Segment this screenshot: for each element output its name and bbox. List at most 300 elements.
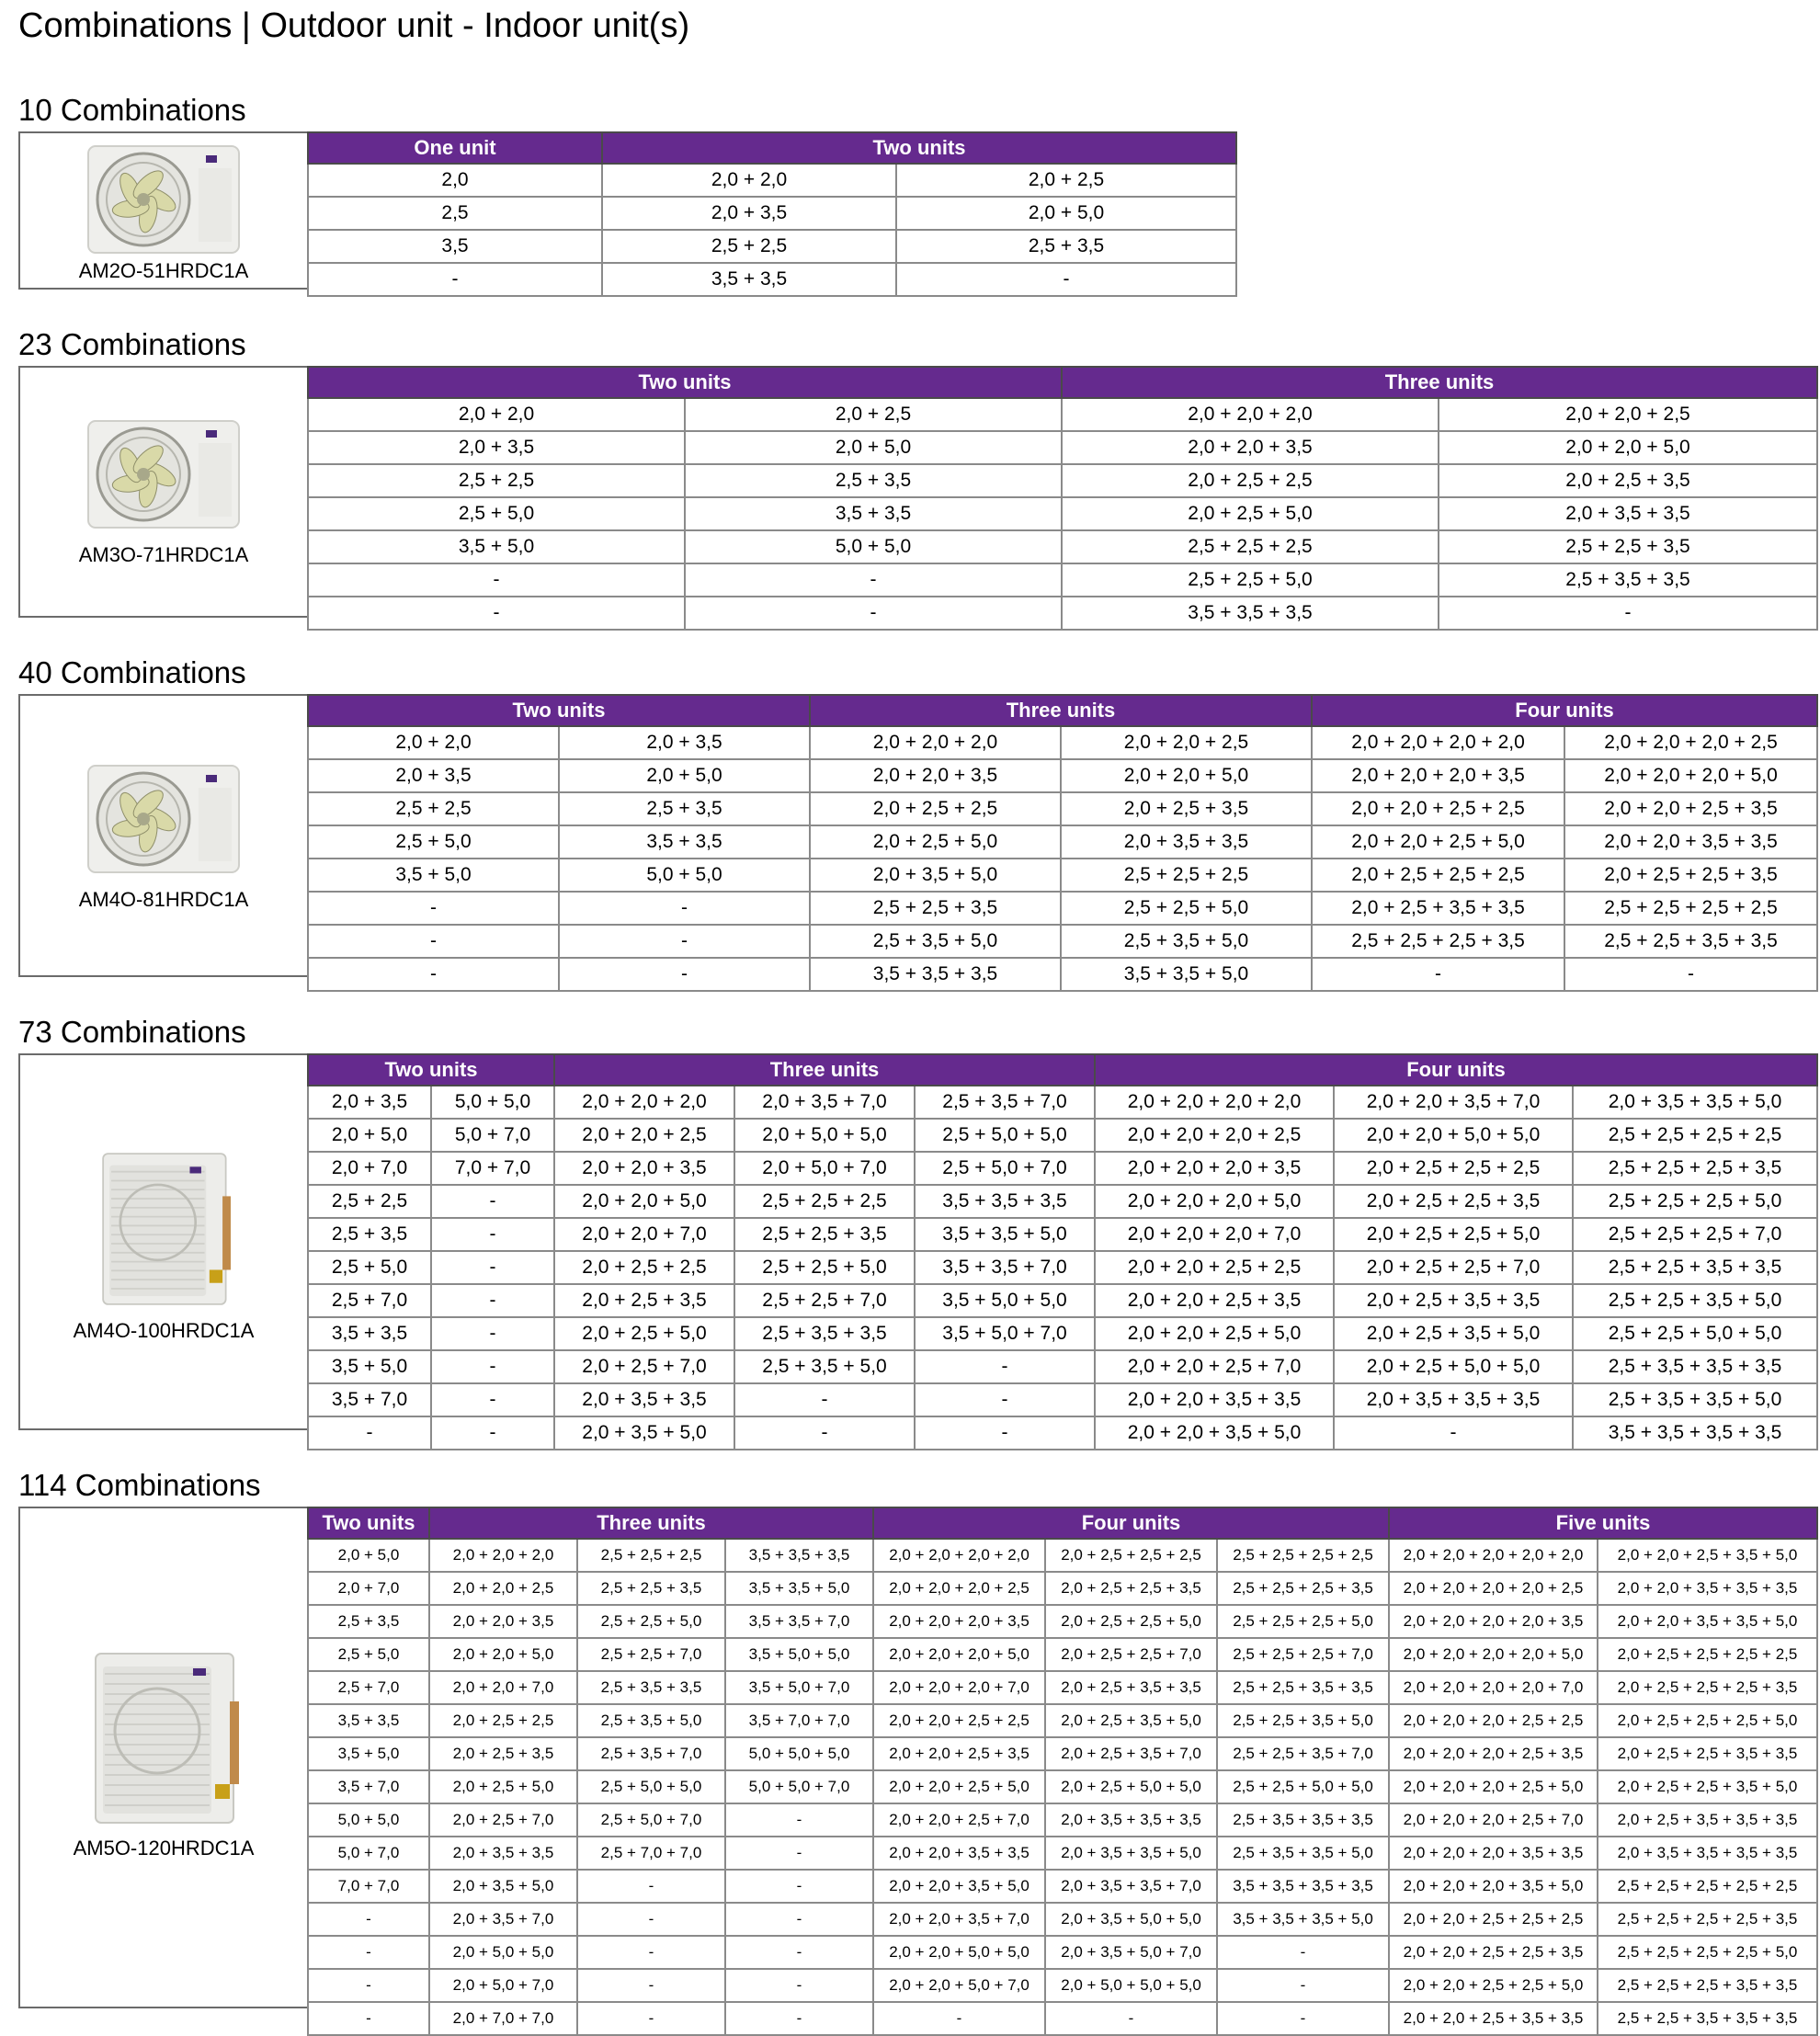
- table-cell: 2,0 + 5,0 + 7,0: [429, 1969, 577, 2002]
- table-cell: 3,5 + 3,5 + 5,0: [725, 1572, 873, 1605]
- table-row: [308, 164, 1236, 197]
- table-cell: 2,0 + 2,0 + 2,5: [554, 1119, 734, 1152]
- table-cell: 2,5 + 2,5: [308, 792, 559, 825]
- table-cell: 5,0 + 5,0: [559, 859, 810, 892]
- table-row: [308, 1218, 1817, 1251]
- table-cell: 2,0 + 2,0 + 2,0 + 3,5 + 3,5: [1389, 1837, 1598, 1870]
- table-cell: 2,5 + 2,5 + 3,5 + 3,5: [1217, 1671, 1389, 1704]
- table-cell: 2,0 + 2,0 + 2,5: [1439, 398, 1817, 431]
- table-cell: 2,5 + 7,0 + 7,0: [577, 1837, 725, 1870]
- table-cell: 2,0 + 2,0 + 3,5 + 5,0: [1095, 1416, 1334, 1450]
- table-cell: -: [308, 1936, 429, 1969]
- table-cell: -: [1439, 597, 1817, 630]
- table-cell: 2,0 + 2,5 + 2,5 + 3,5 + 5,0: [1598, 1770, 1817, 1803]
- table-cell: 2,0 + 2,0 + 5,0: [554, 1185, 734, 1218]
- model-label: AM3O-71HRDC1A: [78, 543, 249, 566]
- table-cell: -: [431, 1317, 554, 1350]
- table-cell: -: [725, 1969, 873, 2002]
- table-cell: 2,5 + 3,5 + 5,0: [577, 1704, 725, 1737]
- table-cell: 2,0 + 2,5 + 2,5: [429, 1704, 577, 1737]
- table-cell: 2,0 + 2,0 + 3,5 + 7,0: [873, 1903, 1045, 1936]
- table-cell: 2,0 + 5,0: [308, 1539, 429, 1572]
- table-cell: -: [725, 2002, 873, 2035]
- table-cell: 3,5 + 3,5 + 3,5: [915, 1185, 1095, 1218]
- table-row: [308, 1969, 1817, 2002]
- table-cell: 2,0 + 2,0 + 2,5: [1061, 726, 1312, 759]
- table-cell: 2,0 + 2,5 + 2,5: [1062, 464, 1439, 497]
- table-cell: 2,0 + 2,0 + 7,0: [429, 1671, 577, 1704]
- table-row: [308, 1837, 1817, 1870]
- table-cell: 3,5 + 3,5 + 3,5 + 3,5: [1573, 1416, 1817, 1450]
- table-row: [308, 825, 1817, 859]
- table-cell: -: [577, 1903, 725, 1936]
- table-cell: 3,5 + 3,5 + 5,0: [915, 1218, 1095, 1251]
- group-header: Five units: [1389, 1507, 1817, 1539]
- table-cell: 2,0 + 7,0: [308, 1152, 431, 1185]
- table-cell: 2,0 + 2,0 + 2,0 + 2,5 + 5,0: [1389, 1770, 1598, 1803]
- table-cell: 2,0 + 2,0 + 2,0 + 2,5: [873, 1572, 1045, 1605]
- combination-frame: [18, 366, 1818, 623]
- table-cell: 3,5 + 7,0: [308, 1770, 429, 1803]
- table-cell: 2,0 + 2,5 + 5,0: [810, 825, 1061, 859]
- table-row: [308, 1903, 1817, 1936]
- table-cell: -: [308, 1903, 429, 1936]
- table-cell: -: [308, 597, 685, 630]
- table-row: [308, 925, 1817, 958]
- table-cell: -: [308, 958, 559, 991]
- table-cell: 2,0 + 2,0 + 3,5 + 3,5 + 3,5: [1598, 1572, 1817, 1605]
- table-row: [308, 1803, 1817, 1837]
- table-cell: 2,0 + 2,5 + 5,0: [429, 1770, 577, 1803]
- table-cell: 2,5 + 3,5 + 3,5: [1439, 563, 1817, 597]
- table-cell: 2,5 + 2,5 + 2,5 + 3,5: [1573, 1152, 1817, 1185]
- table-cell: 2,0 + 2,0 + 2,0: [429, 1539, 577, 1572]
- table-cell: 2,0 + 5,0 + 5,0: [429, 1936, 577, 1969]
- table-row: [308, 563, 1817, 597]
- table-cell: 2,0 + 2,0 + 2,0 + 5,0: [1095, 1185, 1334, 1218]
- table-cell: -: [559, 958, 810, 991]
- table-cell: 2,0 + 2,0 + 2,0 + 2,0 + 2,5: [1389, 1572, 1598, 1605]
- table-row: [308, 1251, 1817, 1284]
- table-cell: 2,0 + 5,0: [685, 431, 1062, 464]
- table-cell: -: [431, 1218, 554, 1251]
- table-cell: 2,0 + 3,5 + 5,0 + 5,0: [1045, 1903, 1217, 1936]
- table-cell: 2,0 + 2,5 + 2,5 + 3,5: [1045, 1572, 1217, 1605]
- table-cell: 3,5 + 7,0 + 7,0: [725, 1704, 873, 1737]
- table-cell: 2,0 + 2,0 + 2,5 + 7,0: [873, 1803, 1045, 1837]
- table-cell: -: [308, 1416, 431, 1450]
- combination-frame: [18, 1507, 1818, 2027]
- table-row: [308, 230, 1236, 263]
- table-cell: 3,5 + 5,0 + 5,0: [725, 1638, 873, 1671]
- table-cell: -: [915, 1350, 1095, 1383]
- table-cell: -: [915, 1383, 1095, 1416]
- table-cell: 2,0 + 2,0 + 2,5 + 3,5: [1095, 1284, 1334, 1317]
- table-cell: 2,0 + 2,0 + 5,0: [1061, 759, 1312, 792]
- group-header: Three units: [1062, 367, 1817, 398]
- table-cell: 3,5 + 3,5 + 7,0: [915, 1251, 1095, 1284]
- table-cell: 2,5 + 3,5: [685, 464, 1062, 497]
- table-cell: 3,5 + 3,5: [602, 263, 896, 296]
- table-cell: 2,0 + 2,0 + 2,5 + 2,5 + 5,0: [1389, 1969, 1598, 2002]
- table-cell: 2,0 + 2,0 + 2,5 + 3,5 + 3,5: [1389, 2002, 1598, 2035]
- table-cell: -: [559, 892, 810, 925]
- table-row: [308, 726, 1817, 759]
- table-cell: 2,5 + 2,5 + 3,5: [1439, 530, 1817, 563]
- table-cell: 2,5 + 3,5 + 3,5: [734, 1317, 915, 1350]
- table-cell: 2,0 + 3,5 + 5,0: [429, 1870, 577, 1903]
- table-cell: -: [431, 1185, 554, 1218]
- table-cell: -: [308, 1969, 429, 2002]
- table-row: [308, 1936, 1817, 1969]
- combination-frame: [18, 1053, 1818, 1443]
- table-cell: 2,0 + 2,5 + 3,5 + 3,5: [1312, 892, 1564, 925]
- table-cell: 2,0 + 2,5 + 2,5 + 2,5: [1312, 859, 1564, 892]
- table-cell: 2,0 + 2,0 + 2,5 + 2,5: [873, 1704, 1045, 1737]
- table-cell: 2,5 + 3,5: [308, 1218, 431, 1251]
- table-cell: 2,5 + 2,5 + 2,5 + 5,0: [1573, 1185, 1817, 1218]
- table-cell: -: [1334, 1416, 1573, 1450]
- table-cell: 3,5 + 5,0: [308, 859, 559, 892]
- table-cell: 3,5 + 5,0: [308, 1350, 431, 1383]
- table-cell: 2,0 + 2,0 + 2,0 + 7,0: [1095, 1218, 1334, 1251]
- outdoor-unit-small-icon: [77, 141, 250, 263]
- section-title: 40 Combinations: [18, 655, 246, 689]
- table-cell: 2,5 + 2,5 + 3,5 + 5,0: [1217, 1704, 1389, 1737]
- table-cell: 5,0 + 5,0: [685, 530, 1062, 563]
- table-cell: 2,0 + 2,5 + 2,5 + 2,5: [1334, 1152, 1573, 1185]
- table-cell: 2,0 + 5,0 + 5,0: [734, 1119, 915, 1152]
- table-cell: 2,5 + 3,5 + 3,5 + 5,0: [1573, 1383, 1817, 1416]
- table-cell: 2,0 + 2,5 + 5,0: [1062, 497, 1439, 530]
- table-cell: 2,5 + 2,5 + 3,5 + 3,5 + 3,5: [1598, 2002, 1817, 2035]
- table-cell: 2,0 + 2,0 + 2,0 + 5,0: [873, 1638, 1045, 1671]
- table-cell: -: [559, 925, 810, 958]
- table-cell: 2,5 + 3,5: [559, 792, 810, 825]
- table-cell: 2,0 + 3,5 + 3,5: [429, 1837, 577, 1870]
- table-cell: 2,0 + 2,0 + 2,0: [810, 726, 1061, 759]
- group-header: Two units: [308, 367, 1062, 398]
- table-cell: 2,0 + 2,0 + 2,5 + 3,5: [1564, 792, 1817, 825]
- table-cell: 2,5 + 5,0: [308, 1251, 431, 1284]
- table-row: [308, 1605, 1817, 1638]
- table-row: [308, 431, 1817, 464]
- table-row: [308, 1284, 1817, 1317]
- table-row: [308, 1185, 1817, 1218]
- table-cell: -: [734, 1383, 915, 1416]
- table-cell: -: [431, 1350, 554, 1383]
- table-cell: 2,0 + 2,0 + 2,0 + 2,5: [1095, 1119, 1334, 1152]
- table-cell: 2,0 + 2,0 + 2,0 + 2,5: [1564, 726, 1817, 759]
- table-cell: 2,0 + 2,0 + 2,0: [554, 1086, 734, 1119]
- table-cell: 2,0 + 2,0 + 2,0 + 7,0: [873, 1671, 1045, 1704]
- table-cell: 5,0 + 5,0 + 7,0: [725, 1770, 873, 1803]
- table-row: [308, 597, 1817, 630]
- table-cell: 2,0 + 2,5 + 3,5 + 5,0: [1045, 1704, 1217, 1737]
- table-cell: -: [431, 1251, 554, 1284]
- table-row: [308, 1870, 1817, 1903]
- table-cell: 2,5 + 2,5 + 2,5 + 2,5: [1564, 892, 1817, 925]
- table-cell: -: [685, 597, 1062, 630]
- table-cell: 2,5 + 7,0: [308, 1671, 429, 1704]
- table-cell: 2,5 + 2,5 + 2,5: [1061, 859, 1312, 892]
- table-cell: 5,0 + 7,0: [308, 1837, 429, 1870]
- outdoor-unit-panel: [20, 1055, 307, 1428]
- table-cell: 2,0 + 5,0 + 5,0 + 5,0: [1045, 1969, 1217, 2002]
- group-header: Two units: [308, 1054, 554, 1086]
- table-cell: 2,0 + 3,5 + 3,5 + 5,0: [1045, 1837, 1217, 1870]
- table-row: [308, 1671, 1817, 1704]
- table-row: [308, 1350, 1817, 1383]
- group-header: One unit: [308, 132, 602, 164]
- table-cell: 2,5 + 7,0: [308, 1284, 431, 1317]
- table-cell: 2,5: [308, 197, 602, 230]
- table-cell: 3,5 + 3,5 + 5,0: [1061, 958, 1312, 991]
- table-row: [308, 892, 1817, 925]
- table-cell: 2,0 + 2,0 + 3,5: [810, 759, 1061, 792]
- table-cell: 2,5 + 2,5 + 2,5 + 2,5: [1573, 1119, 1817, 1152]
- combinations-table: [307, 1507, 1818, 2036]
- table-cell: 2,0 + 2,0 + 5,0: [429, 1638, 577, 1671]
- table-cell: -: [725, 1803, 873, 1837]
- table-cell: 2,5 + 2,5 + 2,5: [734, 1185, 915, 1218]
- group-header: Three units: [429, 1507, 873, 1539]
- table-cell: 2,5 + 2,5 + 3,5: [810, 892, 1061, 925]
- table-cell: -: [577, 1969, 725, 2002]
- table-cell: 2,0 + 7,0 + 7,0: [429, 2002, 577, 2035]
- table-cell: 2,0 + 2,0 + 2,0 + 2,5 + 3,5: [1389, 1737, 1598, 1770]
- group-header-row: [308, 1054, 1817, 1086]
- table-cell: 3,5 + 3,5 + 3,5 + 5,0: [1217, 1903, 1389, 1936]
- table-cell: 2,0 + 2,0 + 5,0: [1439, 431, 1817, 464]
- table-cell: 2,0 + 2,0 + 2,5: [429, 1572, 577, 1605]
- table-cell: 2,0 + 2,5 + 2,5 + 2,5 + 3,5: [1598, 1671, 1817, 1704]
- table-cell: 2,0 + 2,0 + 2,5 + 5,0: [873, 1770, 1045, 1803]
- table-cell: 2,0 + 5,0: [559, 759, 810, 792]
- table-cell: 2,0 + 2,0 + 3,5: [429, 1605, 577, 1638]
- table-cell: 5,0 + 5,0: [431, 1086, 554, 1119]
- table-cell: 2,0 + 2,0 + 3,5: [554, 1152, 734, 1185]
- table-cell: 3,5 + 3,5: [308, 1704, 429, 1737]
- table-cell: 2,5 + 2,5 + 2,5 + 7,0: [1217, 1638, 1389, 1671]
- group-header-row: [308, 367, 1817, 398]
- table-cell: -: [1217, 1969, 1389, 2002]
- table-cell: -: [577, 1936, 725, 1969]
- table-cell: -: [431, 1284, 554, 1317]
- table-cell: 2,0 + 2,5 + 5,0 + 5,0: [1045, 1770, 1217, 1803]
- table-cell: 2,5 + 5,0 + 5,0: [577, 1770, 725, 1803]
- table-cell: 2,0 + 2,5 + 2,5: [810, 792, 1061, 825]
- table-cell: 2,5 + 2,5: [308, 464, 685, 497]
- table-cell: 2,0 + 5,0: [308, 1119, 431, 1152]
- table-cell: 2,0 + 2,0: [308, 726, 559, 759]
- table-cell: 2,5 + 2,5 + 2,5: [577, 1539, 725, 1572]
- group-header: Four units: [1312, 695, 1817, 726]
- table-cell: 2,5 + 2,5 + 5,0: [577, 1605, 725, 1638]
- table-row: [308, 1737, 1817, 1770]
- table-cell: 2,0 + 2,5 + 2,5 + 5,0: [1045, 1605, 1217, 1638]
- table-cell: 3,5 + 3,5 + 3,5: [1062, 597, 1439, 630]
- table-cell: -: [308, 563, 685, 597]
- table-cell: 2,0 + 5,0: [896, 197, 1236, 230]
- table-row: [308, 263, 1236, 296]
- outdoor-unit-panel: [20, 1508, 307, 2007]
- table-cell: 2,5 + 2,5 + 2,5 + 2,5 + 5,0: [1598, 1936, 1817, 1969]
- table-row: [308, 464, 1817, 497]
- group-header-row: [308, 132, 1236, 164]
- table-cell: 2,5 + 2,5 + 3,5 + 7,0: [1217, 1737, 1389, 1770]
- table-row: [308, 1704, 1817, 1737]
- table-cell: 2,5 + 2,5 + 2,5 + 7,0: [1573, 1218, 1817, 1251]
- table-cell: 3,5 + 3,5: [685, 497, 1062, 530]
- table-cell: 2,5 + 3,5 + 3,5 + 3,5: [1573, 1350, 1817, 1383]
- combinations-table: [307, 366, 1818, 631]
- table-cell: 3,5 + 5,0 + 5,0: [915, 1284, 1095, 1317]
- table-row: [308, 398, 1817, 431]
- table-cell: 2,0 + 3,5 + 5,0: [810, 859, 1061, 892]
- table-cell: 2,5 + 3,5 + 3,5 + 3,5: [1217, 1803, 1389, 1837]
- table-cell: -: [577, 2002, 725, 2035]
- table-cell: 2,0 + 2,5 + 7,0: [554, 1350, 734, 1383]
- table-cell: 3,5 + 3,5 + 3,5: [810, 958, 1061, 991]
- outdoor-unit-panel: [20, 133, 307, 288]
- table-cell: 2,0 + 2,5 + 2,5 + 3,5: [1334, 1185, 1573, 1218]
- table-cell: 2,0 + 3,5 + 7,0: [734, 1086, 915, 1119]
- table-cell: 3,5 + 7,0: [308, 1383, 431, 1416]
- table-cell: 2,0 + 3,5 + 3,5: [1439, 497, 1817, 530]
- table-cell: 2,0 + 2,0 + 2,0 + 2,0 + 3,5: [1389, 1605, 1598, 1638]
- table-cell: 2,0 + 2,5 + 7,0: [429, 1803, 577, 1837]
- table-cell: 2,0 + 3,5 + 3,5 + 7,0: [1045, 1870, 1217, 1903]
- combinations-table: [307, 1053, 1818, 1450]
- table-cell: 2,0 + 2,5 + 3,5 + 3,5: [1045, 1671, 1217, 1704]
- table-cell: 2,5 + 2,5 + 2,5 + 5,0: [1217, 1605, 1389, 1638]
- table-cell: 2,5 + 2,5 + 2,5 + 3,5: [1217, 1572, 1389, 1605]
- table-cell: 2,0 + 3,5: [308, 431, 685, 464]
- table-cell: 2,5 + 2,5 + 3,5: [577, 1572, 725, 1605]
- table-cell: 2,0 + 2,5: [685, 398, 1062, 431]
- table-cell: 2,0 + 2,5: [896, 164, 1236, 197]
- table-cell: 2,0 + 2,0 + 2,0 + 2,5 + 7,0: [1389, 1803, 1598, 1837]
- table-cell: 2,0 + 3,5 + 7,0: [429, 1903, 577, 1936]
- table-cell: 2,0 + 2,0 + 2,0 + 3,5: [873, 1605, 1045, 1638]
- table-cell: 2,0 + 2,0 + 2,5 + 7,0: [1095, 1350, 1334, 1383]
- outdoor-unit-panel: [20, 696, 307, 975]
- table-cell: 2,0 + 2,0 + 2,5 + 2,5 + 2,5: [1389, 1903, 1598, 1936]
- table-cell: 2,0 + 3,5: [602, 197, 896, 230]
- table-cell: 2,0 + 2,5 + 2,5 + 3,5: [1564, 859, 1817, 892]
- table-cell: 2,0 + 2,0 + 2,5 + 2,5: [1312, 792, 1564, 825]
- page-title: Combinations | Outdoor unit - Indoor unit(s): [18, 6, 690, 45]
- table-cell: 2,5 + 2,5 + 7,0: [734, 1284, 915, 1317]
- table-cell: 2,0 + 2,5 + 5,0: [554, 1317, 734, 1350]
- table-cell: 2,0 + 2,5 + 3,5: [1439, 464, 1817, 497]
- table-cell: 2,0 + 2,0 + 7,0: [554, 1218, 734, 1251]
- table-cell: 2,0 + 2,5 + 3,5: [1061, 792, 1312, 825]
- table-cell: 2,0 + 2,0: [308, 398, 685, 431]
- table-cell: 2,5 + 2,5 + 3,5 + 5,0: [1573, 1284, 1817, 1317]
- table-row: [308, 1086, 1817, 1119]
- table-cell: -: [431, 1416, 554, 1450]
- table-cell: 2,0 + 3,5: [308, 759, 559, 792]
- model-label: AM2O-51HRDC1A: [78, 259, 249, 282]
- table-cell: 2,5 + 3,5 + 3,5 + 5,0: [1217, 1837, 1389, 1870]
- model-label: AM4O-100HRDC1A: [73, 1319, 255, 1342]
- table-row: [308, 1572, 1817, 1605]
- outdoor-unit-small-icon: [77, 415, 250, 538]
- table-cell: 2,5 + 2,5 + 5,0 + 5,0: [1573, 1317, 1817, 1350]
- table-cell: 2,0 + 2,0 + 2,0 + 2,0: [1312, 726, 1564, 759]
- model-label: AM4O-81HRDC1A: [78, 888, 249, 911]
- group-header: Four units: [1095, 1054, 1817, 1086]
- table-cell: -: [1564, 958, 1817, 991]
- table-cell: 2,0 + 2,5 + 3,5 + 3,5 + 3,5: [1598, 1803, 1817, 1837]
- table-cell: 7,0 + 7,0: [431, 1152, 554, 1185]
- group-header: Two units: [308, 695, 810, 726]
- table-row: [308, 759, 1817, 792]
- table-cell: 2,5 + 2,5 + 7,0: [577, 1638, 725, 1671]
- table-row: [308, 497, 1817, 530]
- table-cell: 2,0 + 2,0 + 2,0 + 2,0 + 2,0: [1389, 1539, 1598, 1572]
- table-cell: 2,0 + 3,5 + 3,5 + 3,5: [1045, 1803, 1217, 1837]
- table-cell: 5,0 + 5,0: [308, 1803, 429, 1837]
- table-cell: 2,5 + 2,5 + 2,5 + 3,5: [1312, 925, 1564, 958]
- table-cell: 3,5: [308, 230, 602, 263]
- table-cell: 2,0 + 3,5 + 3,5 + 3,5 + 3,5: [1598, 1837, 1817, 1870]
- table-cell: 2,5 + 3,5 + 5,0: [734, 1350, 915, 1383]
- table-cell: 2,0 + 2,0 + 3,5 + 5,0: [873, 1870, 1045, 1903]
- table-cell: 2,5 + 2,5 + 3,5 + 3,5: [1564, 925, 1817, 958]
- section-title: 114 Combinations: [18, 1468, 261, 1502]
- table-cell: 2,0 + 2,0 + 2,0 + 2,5 + 2,5: [1389, 1704, 1598, 1737]
- table-cell: 2,5 + 2,5 + 3,5 + 3,5: [1573, 1251, 1817, 1284]
- table-cell: 2,0 + 3,5 + 5,0 + 7,0: [1045, 1936, 1217, 1969]
- table-cell: -: [725, 1936, 873, 1969]
- table-cell: -: [308, 892, 559, 925]
- table-cell: 2,0 + 2,0 + 2,0 + 3,5: [1095, 1152, 1334, 1185]
- table-cell: 2,5 + 2,5 + 5,0: [734, 1251, 915, 1284]
- table-row: [308, 1119, 1817, 1152]
- table-cell: -: [308, 263, 602, 296]
- table-cell: 3,5 + 3,5: [559, 825, 810, 859]
- table-cell: 2,5 + 3,5 + 5,0: [810, 925, 1061, 958]
- table-cell: -: [308, 2002, 429, 2035]
- table-cell: 3,5 + 5,0: [308, 530, 685, 563]
- table-cell: -: [1045, 2002, 1217, 2035]
- table-cell: 2,5 + 2,5: [602, 230, 896, 263]
- table-cell: 2,0 + 2,5 + 2,5 + 2,5: [1045, 1539, 1217, 1572]
- table-row: [308, 530, 1817, 563]
- table-cell: -: [896, 263, 1236, 296]
- table-cell: 2,0 + 2,0 + 2,0: [1062, 398, 1439, 431]
- table-cell: 2,5 + 2,5 + 2,5 + 2,5 + 3,5: [1598, 1903, 1817, 1936]
- table-cell: 2,0 + 2,5 + 3,5 + 3,5: [1334, 1284, 1573, 1317]
- table-cell: 2,0 + 2,5 + 5,0 + 5,0: [1334, 1350, 1573, 1383]
- table-cell: 2,0 + 2,0 + 2,0 + 5,0: [1564, 759, 1817, 792]
- table-cell: 2,0 + 2,5 + 3,5 + 7,0: [1045, 1737, 1217, 1770]
- table-cell: 2,0 + 2,0 + 3,5: [1062, 431, 1439, 464]
- table-cell: 2,0 + 2,5 + 3,5 + 5,0: [1334, 1317, 1573, 1350]
- table-cell: 2,0 + 3,5 + 3,5: [1061, 825, 1312, 859]
- table-cell: -: [1217, 1936, 1389, 1969]
- section-title: 23 Combinations: [18, 327, 246, 361]
- table-cell: 2,0 + 3,5: [308, 1086, 431, 1119]
- table-cell: 2,0 + 3,5 + 3,5 + 3,5: [1334, 1383, 1573, 1416]
- combinations-table: [307, 131, 1237, 297]
- table-cell: 2,5 + 5,0: [308, 497, 685, 530]
- table-cell: 2,5 + 2,5: [308, 1185, 431, 1218]
- table-cell: 2,5 + 3,5: [308, 1605, 429, 1638]
